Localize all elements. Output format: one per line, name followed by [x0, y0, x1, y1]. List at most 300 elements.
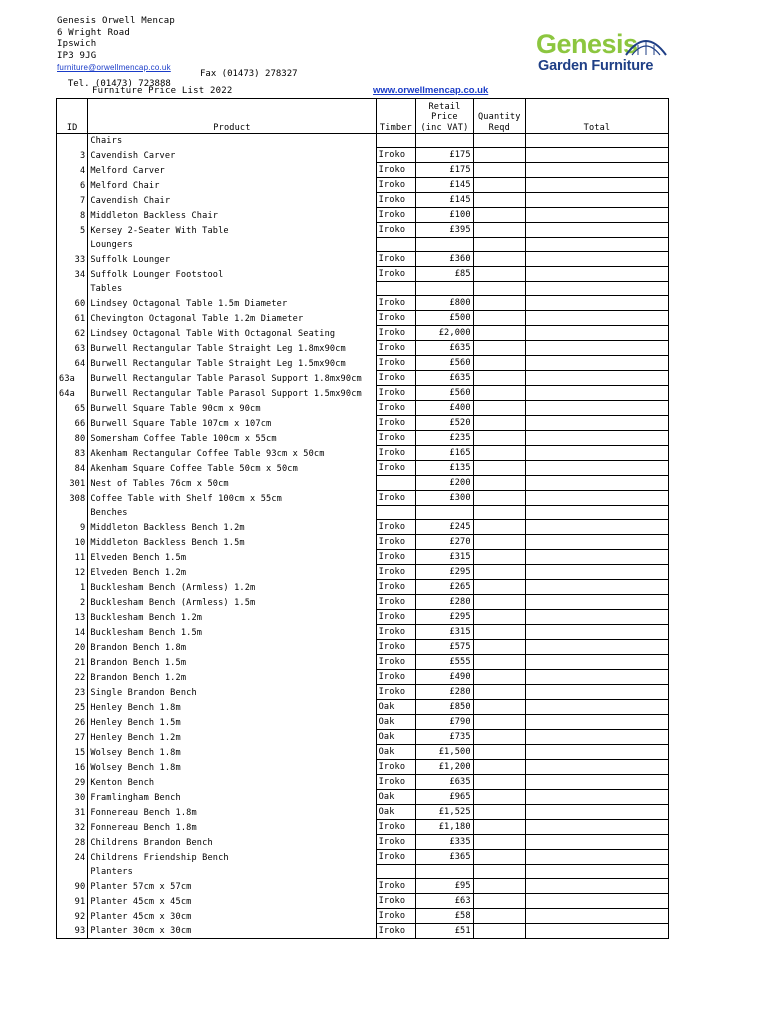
item-product: Melford Carver	[88, 163, 376, 178]
item-product: Planter 30cm x 30cm	[88, 924, 376, 939]
item-product: Wolsey Bench 1.8m	[88, 760, 376, 775]
item-price: £635	[416, 775, 473, 790]
item-product: Elveden Bench 1.2m	[88, 565, 376, 580]
item-quantity-cell[interactable]	[473, 655, 525, 670]
item-total-cell[interactable]	[525, 850, 668, 865]
item-product: Burwell Rectangular Table Parasol Support 1.8mx90cm	[88, 371, 376, 386]
item-total-cell[interactable]	[525, 820, 668, 835]
item-product: Childrens Brandon Bench	[88, 835, 376, 850]
item-total-cell[interactable]	[525, 640, 668, 655]
item-product: Melford Chair	[88, 178, 376, 193]
category-qty-cell	[473, 238, 525, 252]
item-product: Burwell Square Table 90cm x 90cm	[88, 401, 376, 416]
item-total-cell[interactable]	[525, 580, 668, 595]
item-quantity-cell[interactable]	[473, 386, 525, 401]
col-header-quantity: Quantity Reqd	[473, 99, 525, 134]
category-label: Chairs	[88, 134, 376, 148]
price-list-title: Furniture Price List 2022	[92, 86, 233, 96]
item-id: 61	[57, 311, 88, 326]
item-product: Suffolk Lounger	[88, 252, 376, 267]
item-price: £245	[416, 520, 473, 535]
item-timber: Iroko	[376, 655, 416, 670]
item-total-cell[interactable]	[525, 565, 668, 580]
item-timber: Iroko	[376, 326, 416, 341]
item-quantity-cell[interactable]	[473, 461, 525, 476]
item-quantity-cell[interactable]	[473, 835, 525, 850]
item-product: Single Brandon Bench	[88, 685, 376, 700]
item-timber: Iroko	[376, 252, 416, 267]
item-timber: Iroko	[376, 760, 416, 775]
item-id: 3	[57, 148, 88, 163]
item-timber: Iroko	[376, 850, 416, 865]
item-timber: Iroko	[376, 625, 416, 640]
item-total-cell[interactable]	[525, 595, 668, 610]
item-id: 13	[57, 610, 88, 625]
item-id: 27	[57, 730, 88, 745]
item-quantity-cell[interactable]	[473, 311, 525, 326]
item-product: Akenham Rectangular Coffee Table 93cm x 50cm	[88, 446, 376, 461]
item-total-cell[interactable]	[525, 223, 668, 238]
table-row	[57, 879, 669, 894]
item-total-cell[interactable]	[525, 655, 668, 670]
item-price: £850	[416, 700, 473, 715]
item-product: Coffee Table with Shelf 100cm x 55cm	[88, 491, 376, 506]
email-link[interactable]: furniture@orwellmencap.co.uk	[57, 63, 171, 72]
item-total-cell[interactable]	[525, 311, 668, 326]
item-timber: Iroko	[376, 685, 416, 700]
item-id: 83	[57, 446, 88, 461]
item-quantity-cell[interactable]	[473, 640, 525, 655]
item-total-cell[interactable]	[525, 625, 668, 640]
item-quantity-cell[interactable]	[473, 416, 525, 431]
table-row	[57, 535, 669, 550]
item-timber	[376, 476, 416, 491]
item-quantity-cell[interactable]	[473, 775, 525, 790]
table-row	[57, 685, 669, 700]
item-total-cell[interactable]	[525, 535, 668, 550]
item-price: £800	[416, 296, 473, 311]
item-quantity-cell[interactable]	[473, 760, 525, 775]
item-total-cell[interactable]	[525, 178, 668, 193]
item-id: 60	[57, 296, 88, 311]
item-quantity-cell[interactable]	[473, 431, 525, 446]
item-price: £63	[416, 894, 473, 909]
item-price: £200	[416, 476, 473, 491]
item-product: Henley Bench 1.2m	[88, 730, 376, 745]
item-product: Planter 45cm x 30cm	[88, 909, 376, 924]
item-timber: Oak	[376, 700, 416, 715]
item-quantity-cell[interactable]	[473, 550, 525, 565]
item-quantity-cell[interactable]	[473, 610, 525, 625]
item-quantity-cell[interactable]	[473, 148, 525, 163]
item-timber: Oak	[376, 790, 416, 805]
item-id: 20	[57, 640, 88, 655]
item-timber: Iroko	[376, 148, 416, 163]
item-timber: Iroko	[376, 894, 416, 909]
item-price: £560	[416, 356, 473, 371]
item-id: 11	[57, 550, 88, 565]
item-timber: Iroko	[376, 835, 416, 850]
category-total-cell	[525, 282, 668, 296]
item-id: 64	[57, 356, 88, 371]
item-product: Bucklesham Bench 1.5m	[88, 625, 376, 640]
item-quantity-cell[interactable]	[473, 894, 525, 909]
category-qty-cell	[473, 282, 525, 296]
item-total-cell[interactable]	[525, 685, 668, 700]
table-row	[57, 252, 669, 267]
gate-arch-icon	[624, 33, 668, 57]
category-row	[57, 865, 669, 879]
item-timber: Iroko	[376, 311, 416, 326]
item-quantity-cell[interactable]	[473, 879, 525, 894]
item-price: £2,000	[416, 326, 473, 341]
table-row	[57, 835, 669, 850]
item-total-cell[interactable]	[525, 267, 668, 282]
fax: Fax (01473) 278327	[200, 69, 298, 79]
item-id: 15	[57, 745, 88, 760]
item-price: £280	[416, 685, 473, 700]
category-total-cell	[525, 506, 668, 520]
table-row	[57, 640, 669, 655]
item-timber: Iroko	[376, 371, 416, 386]
item-total-cell[interactable]	[525, 401, 668, 416]
item-id: 65	[57, 401, 88, 416]
item-price: £315	[416, 625, 473, 640]
item-price: £400	[416, 401, 473, 416]
item-quantity-cell[interactable]	[473, 820, 525, 835]
col-header-price: Retail Price (inc VAT)	[416, 99, 473, 134]
item-id: 4	[57, 163, 88, 178]
item-total-cell[interactable]	[525, 416, 668, 431]
item-total-cell[interactable]	[525, 326, 668, 341]
item-total-cell[interactable]	[525, 550, 668, 565]
table-row	[57, 163, 669, 178]
category-id-cell	[57, 865, 88, 879]
item-quantity-cell[interactable]	[473, 909, 525, 924]
item-quantity-cell[interactable]	[473, 491, 525, 506]
table-row	[57, 924, 669, 939]
category-row	[57, 238, 669, 252]
item-price: £51	[416, 924, 473, 939]
item-quantity-cell[interactable]	[473, 223, 525, 238]
category-qty-cell	[473, 506, 525, 520]
item-price: £175	[416, 148, 473, 163]
item-total-cell[interactable]	[525, 461, 668, 476]
table-row	[57, 476, 669, 491]
item-quantity-cell[interactable]	[473, 625, 525, 640]
item-id: 91	[57, 894, 88, 909]
item-timber: Oak	[376, 805, 416, 820]
logo-subtitle: Garden Furniture	[538, 58, 654, 74]
item-total-cell[interactable]	[525, 491, 668, 506]
item-quantity-cell[interactable]	[473, 476, 525, 491]
table-row	[57, 416, 669, 431]
item-timber: Iroko	[376, 640, 416, 655]
item-quantity-cell[interactable]	[473, 924, 525, 939]
item-total-cell[interactable]	[525, 700, 668, 715]
item-price: £555	[416, 655, 473, 670]
item-id: 63	[57, 341, 88, 356]
item-id: 66	[57, 416, 88, 431]
item-total-cell[interactable]	[525, 805, 668, 820]
item-product: Bucklesham Bench 1.2m	[88, 610, 376, 625]
item-price: £175	[416, 163, 473, 178]
item-product: Middleton Backless Bench 1.5m	[88, 535, 376, 550]
table-row	[57, 850, 669, 865]
table-row	[57, 700, 669, 715]
item-product: Brandon Bench 1.2m	[88, 670, 376, 685]
item-timber: Iroko	[376, 416, 416, 431]
table-row	[57, 193, 669, 208]
item-timber: Iroko	[376, 580, 416, 595]
table-row	[57, 670, 669, 685]
table-row	[57, 775, 669, 790]
table-row	[57, 655, 669, 670]
item-total-cell[interactable]	[525, 193, 668, 208]
table-row	[57, 580, 669, 595]
table-row	[57, 371, 669, 386]
item-quantity-cell[interactable]	[473, 252, 525, 267]
item-quantity-cell[interactable]	[473, 208, 525, 223]
item-total-cell[interactable]	[525, 760, 668, 775]
item-price: £95	[416, 879, 473, 894]
category-price-cell	[416, 134, 473, 148]
category-label: Tables	[88, 282, 376, 296]
item-quantity-cell[interactable]	[473, 730, 525, 745]
company-name: Genesis Orwell Mencap	[57, 16, 175, 26]
item-total-cell[interactable]	[525, 894, 668, 909]
item-timber: Iroko	[376, 924, 416, 939]
item-quantity-cell[interactable]	[473, 163, 525, 178]
table-header-row	[57, 99, 669, 134]
item-id: 62	[57, 326, 88, 341]
item-price: £280	[416, 595, 473, 610]
item-total-cell[interactable]	[525, 476, 668, 491]
item-total-cell[interactable]	[525, 446, 668, 461]
item-quantity-cell[interactable]	[473, 580, 525, 595]
item-price: £315	[416, 550, 473, 565]
item-timber: Iroko	[376, 356, 416, 371]
item-id: 24	[57, 850, 88, 865]
item-quantity-cell[interactable]	[473, 850, 525, 865]
genesis-logo	[536, 29, 668, 77]
item-quantity-cell[interactable]	[473, 267, 525, 282]
item-quantity-cell[interactable]	[473, 565, 525, 580]
item-price: £235	[416, 431, 473, 446]
category-price-cell	[416, 865, 473, 879]
category-row	[57, 134, 669, 148]
item-timber: Oak	[376, 730, 416, 745]
item-id: 21	[57, 655, 88, 670]
category-price-cell	[416, 506, 473, 520]
item-timber: Iroko	[376, 491, 416, 506]
item-id: 33	[57, 252, 88, 267]
item-quantity-cell[interactable]	[473, 178, 525, 193]
item-price: £100	[416, 208, 473, 223]
category-label: Planters	[88, 865, 376, 879]
category-qty-cell	[473, 865, 525, 879]
item-total-cell[interactable]	[525, 924, 668, 939]
category-price-cell	[416, 282, 473, 296]
item-timber: Iroko	[376, 461, 416, 476]
item-id: 80	[57, 431, 88, 446]
item-price: £635	[416, 341, 473, 356]
category-row	[57, 506, 669, 520]
item-product: Henley Bench 1.8m	[88, 700, 376, 715]
item-timber: Iroko	[376, 163, 416, 178]
item-total-cell[interactable]	[525, 252, 668, 267]
item-total-cell[interactable]	[525, 835, 668, 850]
item-total-cell[interactable]	[525, 356, 668, 371]
item-id: 22	[57, 670, 88, 685]
item-quantity-cell[interactable]	[473, 356, 525, 371]
item-product: Middleton Backless Chair	[88, 208, 376, 223]
category-id-cell	[57, 282, 88, 296]
item-quantity-cell[interactable]	[473, 790, 525, 805]
item-quantity-cell[interactable]	[473, 595, 525, 610]
item-total-cell[interactable]	[525, 520, 668, 535]
table-row	[57, 610, 669, 625]
table-row	[57, 805, 669, 820]
col-header-total: Total	[525, 99, 668, 134]
item-price: £360	[416, 252, 473, 267]
item-price: £490	[416, 670, 473, 685]
item-timber: Iroko	[376, 446, 416, 461]
item-timber: Iroko	[376, 535, 416, 550]
item-total-cell[interactable]	[525, 163, 668, 178]
item-timber: Iroko	[376, 670, 416, 685]
category-timber-cell	[376, 506, 416, 520]
item-total-cell[interactable]	[525, 386, 668, 401]
table-row	[57, 491, 669, 506]
item-product: Planter 57cm x 57cm	[88, 879, 376, 894]
item-product: Somersham Coffee Table 100cm x 55cm	[88, 431, 376, 446]
item-product: Wolsey Bench 1.8m	[88, 745, 376, 760]
table-row	[57, 401, 669, 416]
item-id: 5	[57, 223, 88, 238]
item-id: 6	[57, 178, 88, 193]
col-header-product: Product	[88, 99, 376, 134]
item-product: Bucklesham Bench (Armless) 1.2m	[88, 580, 376, 595]
item-total-cell[interactable]	[525, 775, 668, 790]
table-row	[57, 790, 669, 805]
website-link[interactable]: www.orwellmencap.co.uk	[373, 85, 489, 96]
category-total-cell	[525, 134, 668, 148]
table-row	[57, 431, 669, 446]
table-row	[57, 894, 669, 909]
item-quantity-cell[interactable]	[473, 745, 525, 760]
item-total-cell[interactable]	[525, 715, 668, 730]
item-total-cell[interactable]	[525, 745, 668, 760]
item-quantity-cell[interactable]	[473, 715, 525, 730]
item-product: Fonnereau Bench 1.8m	[88, 820, 376, 835]
item-total-cell[interactable]	[525, 148, 668, 163]
item-timber: Oak	[376, 745, 416, 760]
item-total-cell[interactable]	[525, 790, 668, 805]
item-product: Henley Bench 1.5m	[88, 715, 376, 730]
category-timber-cell	[376, 282, 416, 296]
item-total-cell[interactable]	[525, 879, 668, 894]
item-quantity-cell[interactable]	[473, 326, 525, 341]
item-product: Kenton Bench	[88, 775, 376, 790]
item-price: £635	[416, 371, 473, 386]
item-price: £1,525	[416, 805, 473, 820]
item-quantity-cell[interactable]	[473, 371, 525, 386]
item-total-cell[interactable]	[525, 909, 668, 924]
item-id: 84	[57, 461, 88, 476]
price-list-table	[56, 98, 669, 939]
table-row	[57, 550, 669, 565]
item-id: 14	[57, 625, 88, 640]
item-total-cell[interactable]	[525, 670, 668, 685]
company-address-block	[57, 16, 175, 74]
item-total-cell[interactable]	[525, 371, 668, 386]
item-quantity-cell[interactable]	[473, 535, 525, 550]
item-price: £365	[416, 850, 473, 865]
item-product: Brandon Bench 1.5m	[88, 655, 376, 670]
item-quantity-cell[interactable]	[473, 685, 525, 700]
item-id: 30	[57, 790, 88, 805]
item-product: Planter 45cm x 45cm	[88, 894, 376, 909]
item-timber: Iroko	[376, 296, 416, 311]
item-total-cell[interactable]	[525, 341, 668, 356]
item-price: £520	[416, 416, 473, 431]
category-qty-cell	[473, 134, 525, 148]
item-quantity-cell[interactable]	[473, 670, 525, 685]
item-id: 32	[57, 820, 88, 835]
item-price: £965	[416, 790, 473, 805]
item-id: 10	[57, 535, 88, 550]
item-total-cell[interactable]	[525, 208, 668, 223]
item-id: 8	[57, 208, 88, 223]
telephone: Tel. (01473) 723888	[67, 79, 171, 89]
item-price: £335	[416, 835, 473, 850]
item-quantity-cell[interactable]	[473, 520, 525, 535]
item-id: 93	[57, 924, 88, 939]
table-row	[57, 356, 669, 371]
item-quantity-cell[interactable]	[473, 401, 525, 416]
item-total-cell[interactable]	[525, 296, 668, 311]
item-timber: Iroko	[376, 610, 416, 625]
item-quantity-cell[interactable]	[473, 700, 525, 715]
category-timber-cell	[376, 238, 416, 252]
item-timber: Iroko	[376, 565, 416, 580]
item-id: 23	[57, 685, 88, 700]
item-id: 92	[57, 909, 88, 924]
item-product: Elveden Bench 1.5m	[88, 550, 376, 565]
item-price: £395	[416, 223, 473, 238]
item-total-cell[interactable]	[525, 730, 668, 745]
item-id: 26	[57, 715, 88, 730]
item-product: Fonnereau Bench 1.8m	[88, 805, 376, 820]
item-quantity-cell[interactable]	[473, 446, 525, 461]
item-quantity-cell[interactable]	[473, 341, 525, 356]
category-total-cell	[525, 238, 668, 252]
category-label: Benches	[88, 506, 376, 520]
item-total-cell[interactable]	[525, 431, 668, 446]
item-id: 34	[57, 267, 88, 282]
item-quantity-cell[interactable]	[473, 296, 525, 311]
item-price: £270	[416, 535, 473, 550]
item-quantity-cell[interactable]	[473, 805, 525, 820]
item-product: Lindsey Octagonal Table 1.5m Diameter	[88, 296, 376, 311]
category-row	[57, 282, 669, 296]
item-id: 16	[57, 760, 88, 775]
item-id: 25	[57, 700, 88, 715]
item-quantity-cell[interactable]	[473, 193, 525, 208]
item-product: Childrens Friendship Bench	[88, 850, 376, 865]
item-total-cell[interactable]	[525, 610, 668, 625]
